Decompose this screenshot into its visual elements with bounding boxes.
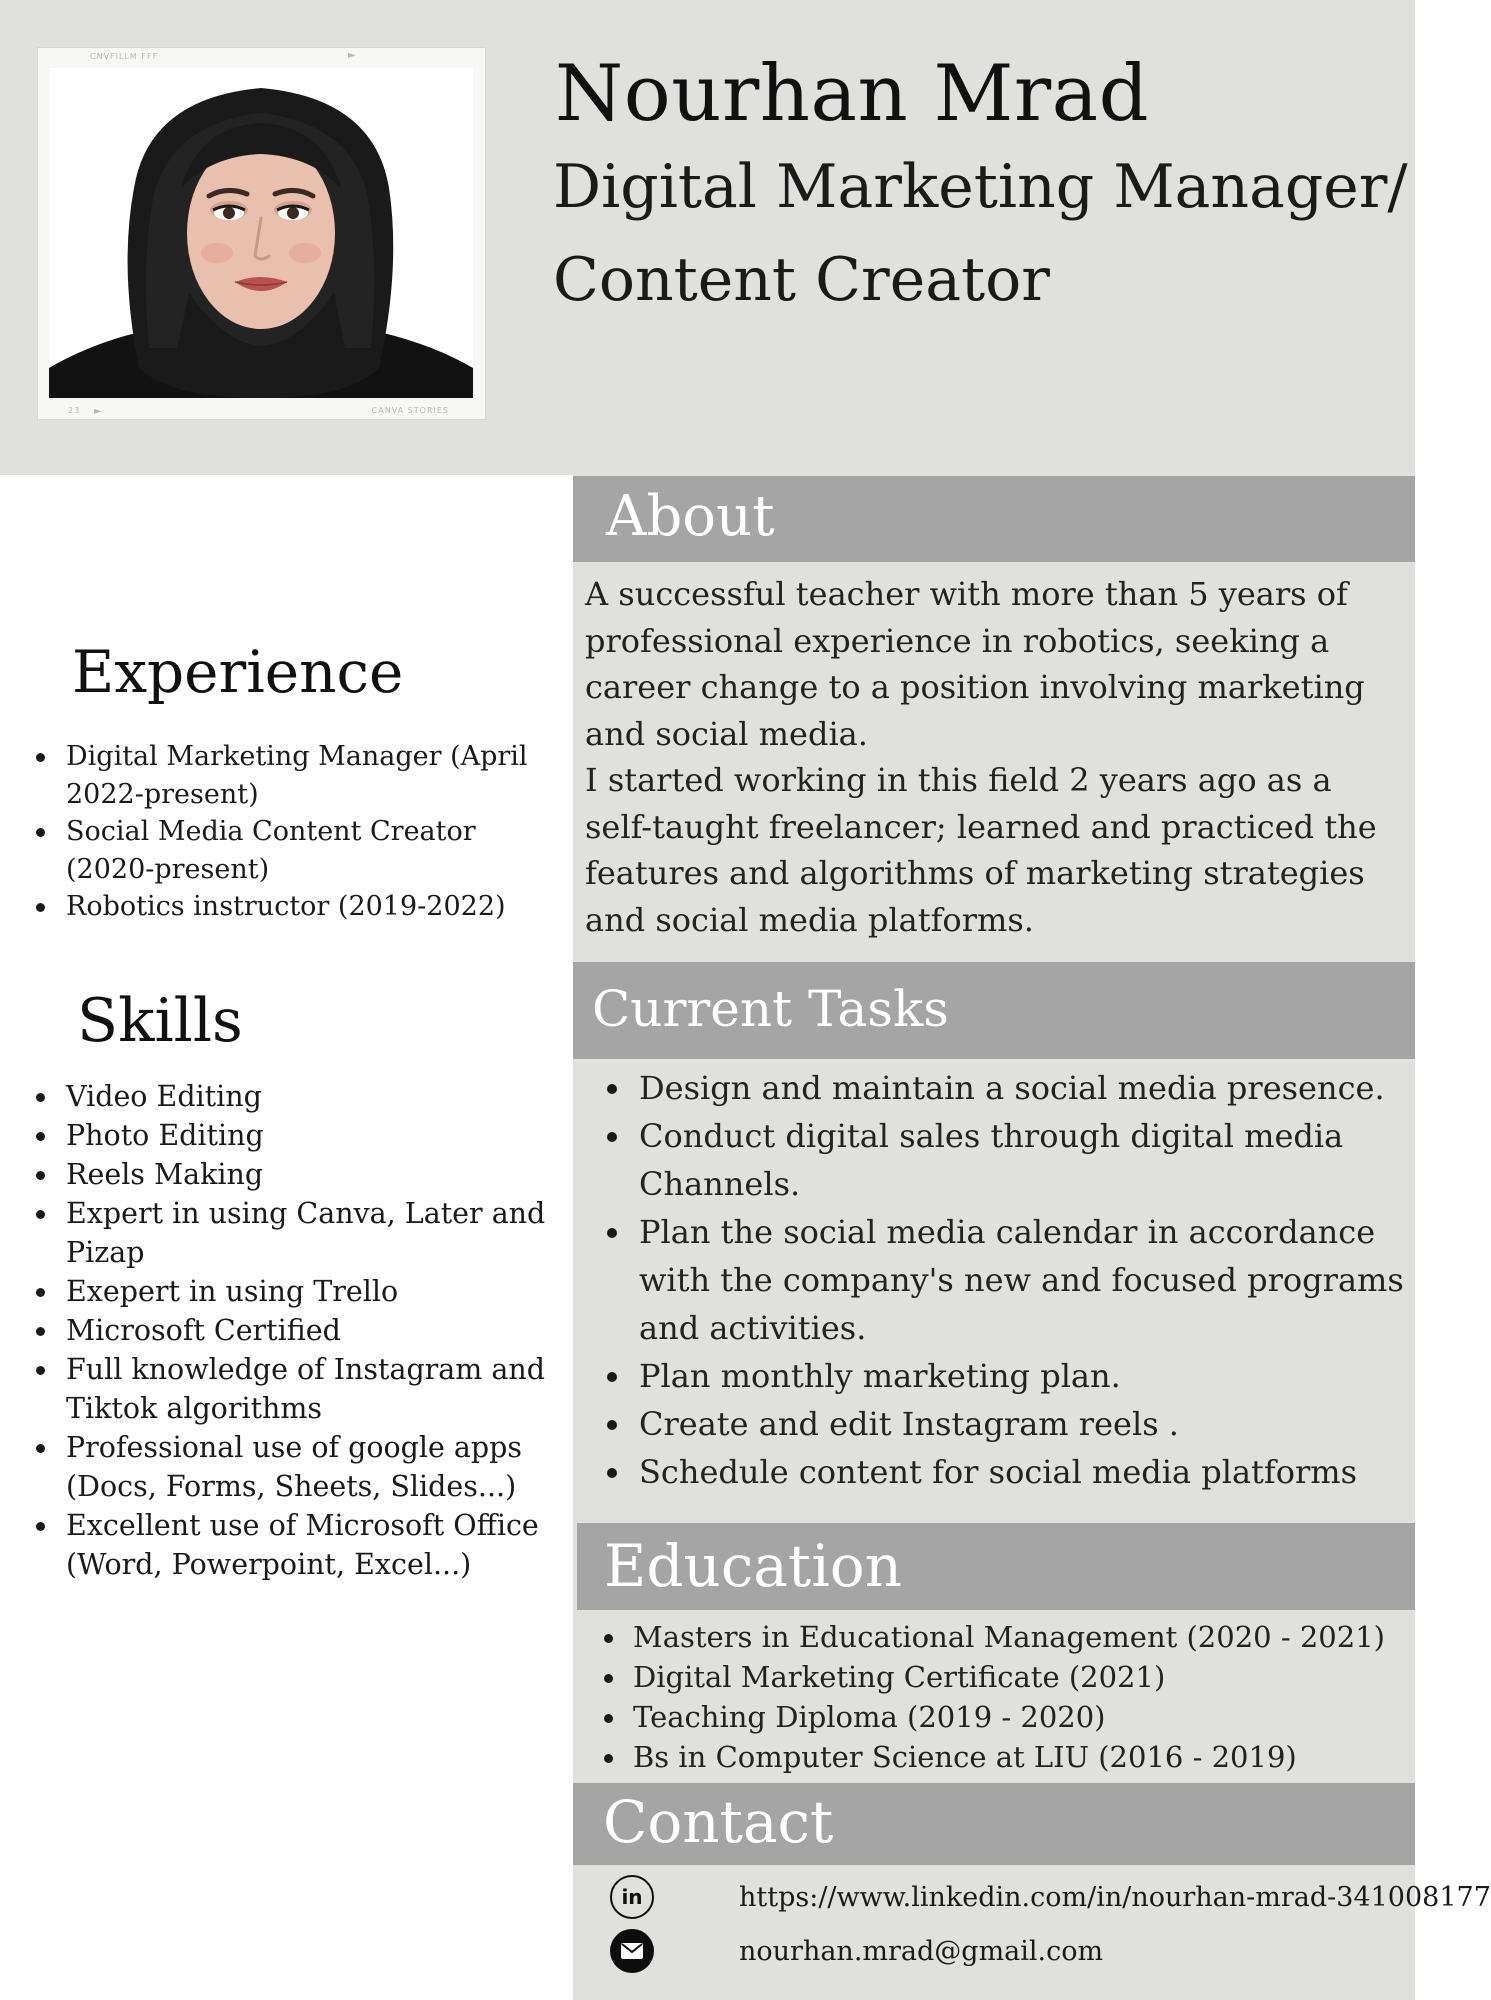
profile-photo [49, 68, 473, 398]
skills-list [28, 1077, 573, 1584]
about-heading: About [606, 484, 775, 549]
linkedin-icon[interactable]: in [610, 1875, 654, 1919]
current-tasks-heading-band [573, 962, 1415, 1059]
list-item: Bs in Computer Science at LIU (2016 - 2019) [585, 1737, 1405, 1777]
education-list [585, 1617, 1405, 1777]
list-item: Digital Marketing Manager (April 2022-present) [28, 738, 568, 813]
film-arrow-icon: ► [348, 50, 357, 61]
list-item: Plan the social media calendar in accordance with the company's new and focused programs and activities. [585, 1208, 1405, 1352]
list-item: Create and edit Instagram reels . [585, 1400, 1405, 1448]
list-item: Social Media Content Creator (2020-present) [28, 813, 568, 888]
about-paragraph-2: I started working in this field 2 years ago as a self-taught freelancer; learned and practiced the features and algorithms of marketing strategies and social media platforms. [585, 761, 1377, 939]
list-item: Professional use of google apps (Docs, Forms, Sheets, Slides...) [28, 1428, 573, 1506]
about-text [585, 571, 1405, 943]
film-label-top: CNVFILLM FFF [90, 52, 159, 61]
list-item: Reels Making [28, 1155, 573, 1194]
about-heading-band [573, 476, 1415, 562]
list-item: Excellent use of Microsoft Office (Word, Powerpoint, Excel...) [28, 1506, 573, 1584]
film-label-bottom-left: 23 [68, 406, 81, 415]
linkedin-link[interactable]: https://www.linkedin.com/in/nourhan-mrad-341008177 [739, 1881, 1491, 1913]
skills-heading: Skills [77, 986, 243, 1056]
list-item: Plan monthly marketing plan. [585, 1352, 1405, 1400]
job-title-line-2: Content Creator [553, 245, 1050, 315]
about-paragraph-1: A successful teacher with more than 5 years of professional experience in robotics, seeking a career change to a position involving marketing and social media. [585, 575, 1365, 753]
list-item: Full knowledge of Instagram and Tiktok algorithms [28, 1350, 573, 1428]
film-label-bottom-right: CANVA STORIES [371, 406, 449, 415]
list-item: Digital Marketing Certificate (2021) [585, 1657, 1405, 1697]
list-item: Teaching Diploma (2019 - 2020) [585, 1697, 1405, 1737]
list-item: Robotics instructor (2019-2022) [28, 888, 568, 926]
current-tasks-heading: Current Tasks [592, 980, 949, 1038]
list-item: Conduct digital sales through digital media Channels. [585, 1112, 1405, 1208]
education-heading: Education [604, 1532, 903, 1600]
profile-photo-frame [37, 47, 486, 420]
contact-email-row [610, 1928, 1103, 1974]
header-section [0, 0, 1415, 475]
email-link[interactable]: nourhan.mrad@gmail.com [739, 1935, 1104, 1967]
education-heading-band [577, 1523, 1415, 1610]
list-item: Masters in Educational Management (2020 - 2021) [585, 1617, 1405, 1657]
contact-heading: Contact [603, 1788, 834, 1856]
experience-heading: Experience [72, 638, 404, 706]
list-item: Expert in using Canva, Later and Pizap [28, 1194, 573, 1272]
envelope-icon [620, 1942, 644, 1960]
profile-portrait-illustration [49, 68, 473, 398]
contact-linkedin-row [610, 1874, 1491, 1920]
list-item: Microsoft Certified [28, 1311, 573, 1350]
job-title-line-1: Digital Marketing Manager/ [553, 152, 1408, 222]
film-arrow-icon: ► [94, 406, 103, 417]
current-tasks-list [585, 1064, 1405, 1496]
candidate-name: Nourhan Mrad [555, 49, 1150, 139]
contact-heading-band [573, 1783, 1415, 1865]
list-item: Exepert in using Trello [28, 1272, 573, 1311]
email-icon[interactable] [610, 1929, 654, 1973]
list-item: Video Editing [28, 1077, 573, 1116]
list-item: Photo Editing [28, 1116, 573, 1155]
list-item: Schedule content for social media platforms [585, 1448, 1405, 1496]
list-item: Design and maintain a social media presence. [585, 1064, 1405, 1112]
experience-list [28, 738, 568, 926]
